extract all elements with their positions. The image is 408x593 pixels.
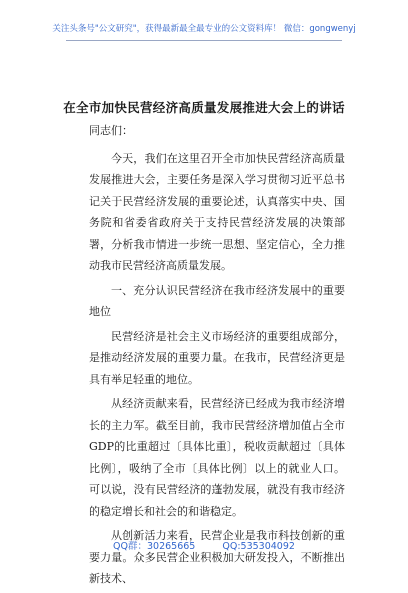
document-body — [89, 120, 345, 593]
qq-group-number: QQ群：30265665 — [113, 541, 196, 552]
paragraph: 民营经济是社会主义市场经济的重要组成部分，是推动经济发展的重要力量。在我市，民营经济更是具有举足轻重的地位。 — [89, 329, 345, 386]
qq-contact-number: QQ:535304092 — [222, 541, 295, 552]
footer-contacts — [0, 538, 408, 552]
document-title: 在全市加快民营经济高质量发展推进大会上的讲话 — [63, 100, 345, 115]
salutation: 同志们： — [89, 124, 133, 137]
section-heading: 一、充分认识民营经济在我市经济发展中的重要地位 — [89, 283, 345, 318]
paragraph: 从创新活力来看，民营企业是我市科技创新的重要力量。众多民营企业积极加大研发投入，不断推出新技术、 — [89, 529, 345, 585]
header-note: 关注头条号"公文研究"，获得最新最全最专业的公文资料库！ 微信：gongwenyj — [52, 24, 356, 34]
paragraph: 从经济贡献来看，民营经济已经成为我市经济增长的主力军。截至目前，我市民营经济增加值占全市GDP的比重超过〔具体比重〕，税收贡献超过〔具体比例〕，吸纳了全市〔具体比例〕以上的就业人口。可以说，没有民营经济的蓬勃发展，就没有我市经济的稳定增长和社会的和谐稳定。 — [89, 397, 345, 518]
paragraph-intro: 今天，我们在这里召开全市加快民营经济高质量发展推进大会，主要任务是深入学习贯彻习近平总书记关于民营经济发展的重要论述，认真落实中央、国务院和省委省政府关于支持民营经济发展的决策部署，分析我市情进一步统一思想、坚定信心，全力推动我市民营经济高质量发展。 — [89, 151, 345, 272]
header-divider — [66, 40, 342, 41]
